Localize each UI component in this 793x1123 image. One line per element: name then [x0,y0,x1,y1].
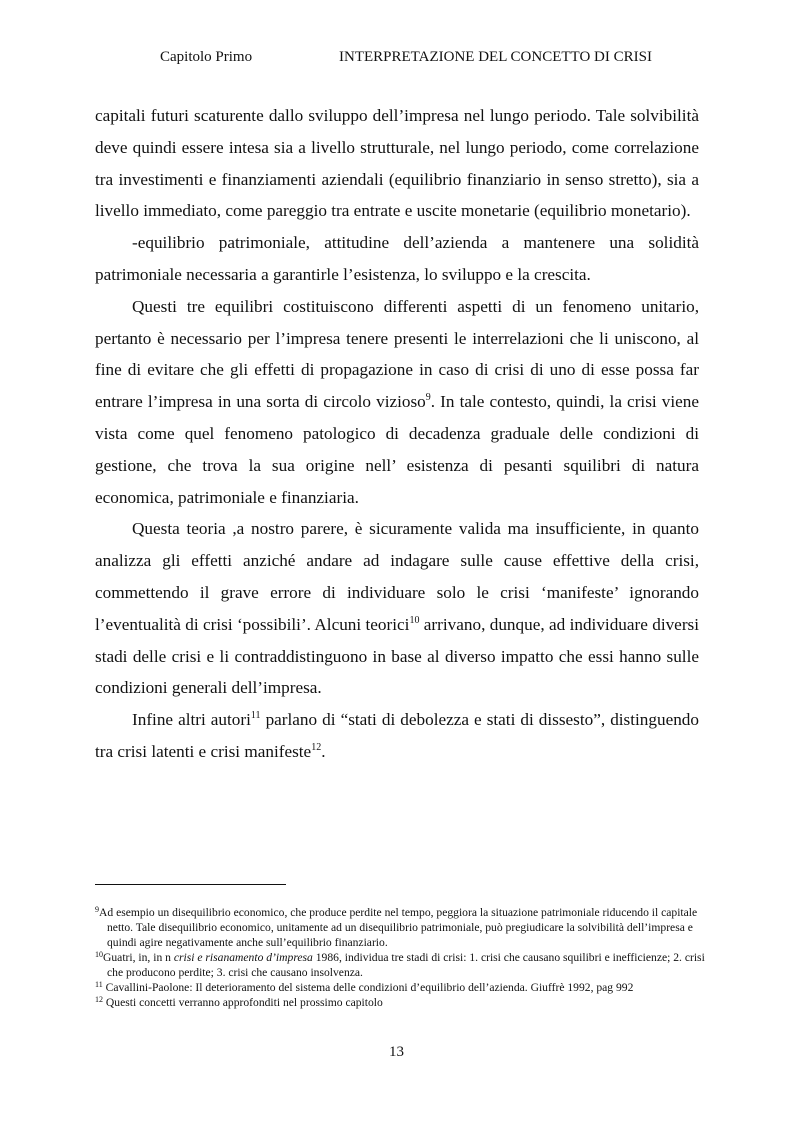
main-text [95,100,699,768]
footnote-ref-11[interactable]: 11 [250,710,261,722]
paragraph-5-text-a: Infine altri autori [132,710,251,730]
footnote-9-text: Ad esempio un disequilibrio economico, che produce perdite nel tempo, peggiora la situazione patrimoniale riducendo il capitale netto. Tale disequilibrio economico, unitamente ad un disequilibrio patrimoniale, può pregiudicare la solvibilità dell’impresa e quindi agire negativamente anche sull’equilibrio finanziario. [99,906,698,949]
chapter-title: INTERPRETAZIONE DEL CONCETTO DI CRISI [339,49,652,65]
footnote-12 [95,995,705,1010]
footnote-separator [95,884,286,885]
footnote-10-text-a: Guatri, in, in n [103,951,174,964]
paragraph-5-text-b: parlano di “stati di debolezza e stati di dissesto”, distinguendo tra crisi latenti e crisi manifeste [95,710,699,761]
footnote-11-text: Cavallini-Paolone: Il deterioramento del sistema delle condizioni d’equilibrio dell’azienda. Giuffrè 1992, pag 992 [102,981,634,994]
footnote-11 [95,980,705,995]
footnotes [95,905,705,1010]
footnote-9-mark: 9 [95,905,99,914]
paragraph-4 [95,513,699,704]
paragraph-3-text-b: . In tale contesto, quindi, la crisi viene vista come quel fenomeno patologico di decadenza graduale delle condizioni di gestione, che trova la sua origine nell’ esistenza di pesanti squilibri di natura economica, patrimoniale e finanziaria. [95,392,699,507]
paragraph-1-text: capitali futuri scaturente dallo sviluppo dell’impresa nel lungo periodo. Tale solvibilità deve quindi essere intesa sia a livello strutturale, nel lungo periodo, come correlazione tra investimenti e finanziamenti aziendali (equilibrio finanziario in senso stretto), sia a livello immediato, come pareggio tra entrate e uscite monetarie (equilibrio monetario). [95,106,699,221]
paragraph-5 [95,704,699,768]
page-number: 13 [389,1044,404,1060]
paragraph-3 [95,291,699,514]
paragraph-4-text-b: arrivano, dunque, ad individuare diversi stadi delle crisi e li contraddistinguono in base al diverso impatto che essi hanno sulle condizioni generali dell’impresa. [95,614,700,698]
footnote-11-mark: 11 [95,980,103,989]
footnote-10-text-b: 1986, individua tre stadi di crisi: 1. crisi che causano squilibri e inefficienze; 2. crisi che producono perdite; 3. crisi che causano insolvenza. [107,951,705,979]
paragraph-2-text: -equilibrio patrimoniale, attitudine dell’azienda a mantenere una solidità patrimoniale necessaria a garantirle l’esistenza, lo sviluppo e la crescita. [95,233,699,284]
footnote-9 [95,905,705,950]
footnote-12-mark: 12 [95,995,103,1004]
footnote-10-book-title: crisi e risanamento d’impresa [173,951,313,964]
paragraph-4-text-a: Questa teoria ,a nostro parere, è sicuramente valida ma insufficiente, in quanto analizza gli effetti anziché andare ad indagare sulle cause effettive della crisi, commettendo il grave errore di individuare solo le crisi ‘manifeste’ ignorando l’eventualità di crisi ‘possibili’. Alcuni teorici [95,519,699,634]
paragraph-3-text-a: Questi tre equilibri costituiscono differenti aspetti di un fenomeno unitario, pertanto è necessario per l’impresa tenere presenti le interrelazioni che li uniscono, al fine di evitare che gli effetti di propagazione in caso di crisi di uno di esse possa far entrare l’impresa in una sorta di circolo vizioso [95,296,699,412]
footnote-ref-10[interactable]: 10 [409,614,420,626]
paragraph-2 [95,227,699,291]
running-header [0,49,793,69]
footnote-ref-9[interactable]: 9 [425,392,431,404]
footnote-12-text: Questi concetti verranno approfonditi nel prossimo capitolo [103,996,383,1009]
paragraph-5-text-c: . [321,741,326,761]
paragraph-1 [95,100,699,227]
footnote-10 [95,950,705,980]
footnote-ref-12[interactable]: 12 [311,741,322,753]
footnote-10-mark: 10 [95,950,103,959]
chapter-label: Capitolo Primo [160,49,253,65]
